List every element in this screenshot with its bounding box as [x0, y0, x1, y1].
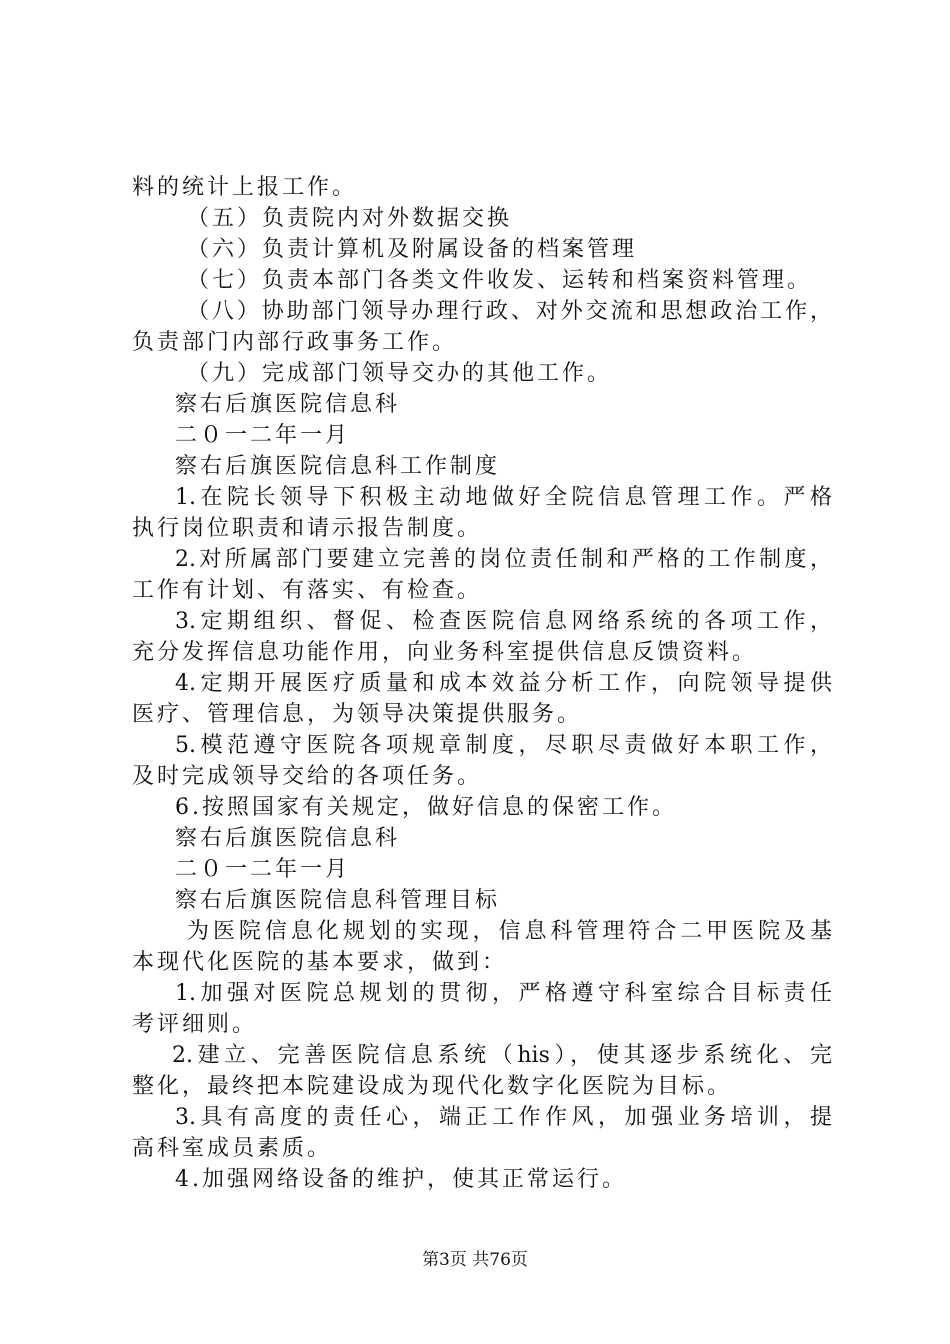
text-line: （六）负责计算机及附属设备的档案管理	[187, 237, 638, 262]
text-line: 5.模范遵守医院各项规章制度，尽职尽责做好本职工作，	[175, 733, 832, 758]
text-line: 工作有计划、有落实、有检查。	[132, 578, 483, 603]
text-line: 4.加强网络设备的维护，使其正常运行。	[175, 1167, 627, 1192]
text-line: 察右后旗医院信息科	[175, 392, 401, 417]
text-line: 6.按照国家有关规定，做好信息的保密工作。	[175, 795, 677, 820]
text-line: （九）完成部门领导交办的其他工作。	[187, 361, 613, 386]
text-line: 2.对所属部门要建立完善的岗位责任制和严格的工作制度，	[175, 547, 832, 572]
text-line: 高科室成员素质。	[132, 1136, 333, 1161]
text-line: 本现代化医院的基本要求，做到：	[132, 950, 508, 975]
text-line: 1.加强对医院总规划的贯彻，严格遵守科室综合目标责任	[175, 981, 832, 1006]
text-line: 察右后旗医院信息科工作制度	[175, 454, 501, 479]
text-line: 及时完成领导交给的各项任务。	[132, 764, 483, 789]
text-line: （五）负责院内对外数据交换	[187, 206, 513, 231]
text-line: 3.定期组织、督促、检查医院信息网络系统的各项工作，	[175, 609, 832, 634]
page-number-text: 第3页 共76页	[422, 1250, 528, 1270]
text-line: 整化，最终把本院建设成为现代化数字化医院为目标。	[132, 1074, 733, 1099]
text-line: 察右后旗医院信息科	[175, 826, 401, 851]
page-footer	[0, 1245, 950, 1270]
document-body	[132, 172, 832, 1195]
text-line: 4.定期开展医疗质量和成本效益分析工作，向院领导提供	[175, 671, 832, 696]
text-line: 医疗、管理信息，为领导决策提供服务。	[132, 702, 583, 727]
text-line: 考评细则。	[132, 1012, 258, 1037]
text-line: 执行岗位职责和请示报告制度。	[132, 516, 483, 541]
text-line: 二０一二年一月	[175, 857, 351, 882]
text-line: 料的统计上报工作。	[132, 175, 358, 200]
text-line: 2.建立、完善医院信息系统（his），使其逐步系统化、完	[172, 1043, 832, 1068]
text-line: 充分发挥信息功能作用，向业务科室提供信息反馈资料。	[132, 640, 758, 665]
text-line: 为医院信息化规划的实现，信息科管理符合二甲医院及基	[187, 919, 832, 944]
text-line: （七）负责本部门各类文件收发、运转和档案资料管理。	[187, 268, 813, 293]
text-line: 1.在院长领导下积极主动地做好全院信息管理工作。严格	[175, 485, 832, 510]
text-line: （八）协助部门领导办理行政、对外交流和思想政治工作，	[187, 299, 832, 324]
text-line: 3.具有高度的责任心，端正工作作风，加强业务培训，提	[175, 1105, 832, 1130]
text-line: 二０一二年一月	[175, 423, 351, 448]
text-line: 察右后旗医院信息科管理目标	[175, 888, 501, 913]
text-line: 负责部门内部行政事务工作。	[132, 330, 458, 355]
